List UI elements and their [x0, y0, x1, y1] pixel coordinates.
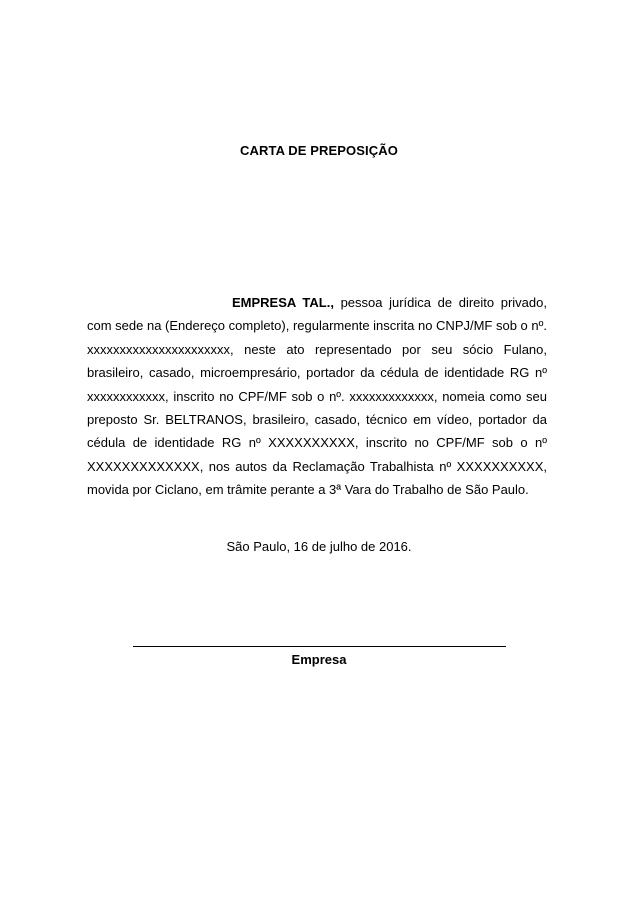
body-text: pessoa jurídica de direito privado, com sede na (Endereço completo), regularmente inscrita no CNPJ/MF sob o nº. xxxxxxxxxxxxxxxxxxxxxx, neste ato representado por seu sócio Fulano, brasileiro, casado, microempresário, portador da cédula de identidade RG nº xxxxxxxxxxxx, inscrito no CPF/MF sob o nº. xxxxxxxxxxxxx, nomeia como seu preposto Sr. BELTRANOS, brasileiro, casado, técnico em vídeo, portador da cédula de identidade RG nº XXXXXXXXXX, inscrito no CPF/MF sob o nº XXXXXXXXXXXXX, nos autos da Reclamação Trabalhista nº XXXXXXXXXX, movida por Ciclano, em trâmite perante a 3ª Vara do Trabalho de São Paulo. [87, 295, 547, 498]
document-title: CARTA DE PREPOSIÇÃO [240, 143, 398, 158]
company-name: EMPRESA TAL., [232, 295, 334, 310]
place-date: São Paulo, 16 de julho de 2016. [226, 539, 412, 554]
signature-label: Empresa [291, 652, 347, 667]
body-paragraph [87, 291, 547, 502]
signature-line [133, 646, 506, 647]
